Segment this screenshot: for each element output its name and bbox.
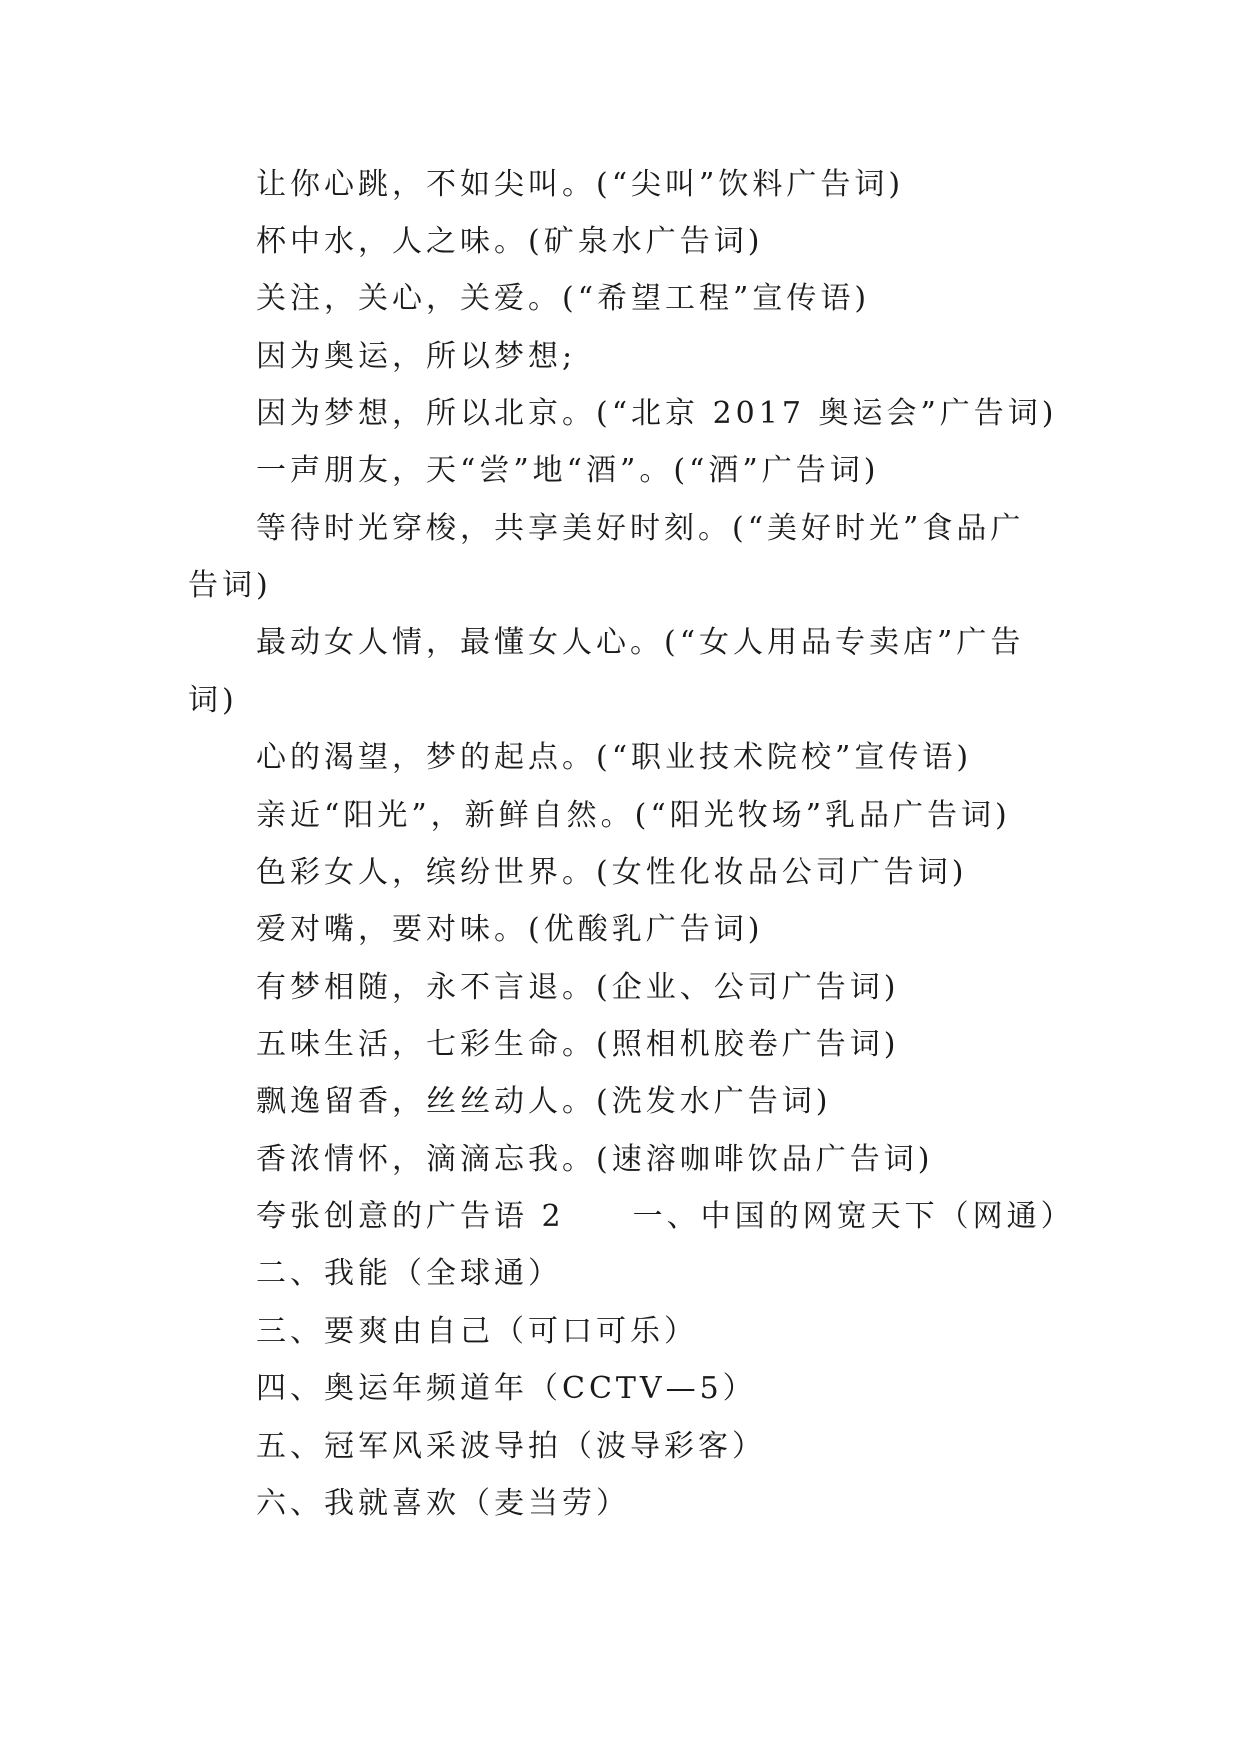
text-line: 香浓情怀，滴滴忘我。(速溶咖啡饮品广告词) — [256, 1142, 934, 1177]
text-line: 飘逸留香，丝丝动人。(洗发水广告词) — [256, 1084, 832, 1119]
text-line: 因为奥运，所以梦想; — [256, 339, 577, 374]
section-heading-line: 夸张创意的广告语 2 一、中国的网宽天下（网通） — [256, 1199, 1075, 1234]
text-line: 亲近“阳光”，新鲜自然。(“阳光牧场”乳品广告词) — [256, 798, 1011, 833]
text-line: 最动女人情，最懂女人心。(“女人用品专卖店”广告 — [256, 625, 1025, 660]
text-line: 四、奥运年频道年（CCTV—5） — [256, 1371, 757, 1406]
text-line: 关注，关心，关爱。(“希望工程”宣传语) — [256, 281, 871, 316]
text-line: 杯中水，人之味。(矿泉水广告词) — [256, 224, 764, 259]
text-line: 爱对嘴，要对味。(优酸乳广告词) — [256, 912, 764, 947]
text-line-continuation: 词) — [188, 683, 238, 718]
text-line: 六、我就喜欢（麦当劳） — [256, 1486, 630, 1521]
text-line: 色彩女人，缤纷世界。(女性化妆品公司广告词) — [256, 855, 968, 890]
text-line: 等待时光穿梭，共享美好时刻。(“美好时光”食品广 — [256, 511, 1025, 546]
text-line: 五味生活，七彩生命。(照相机胶卷广告词) — [256, 1027, 900, 1062]
text-line: 有梦相随，永不言退。(企业、公司广告词) — [256, 970, 900, 1005]
text-line: 二、我能（全球通） — [256, 1256, 562, 1291]
text-line: 心的渴望，梦的起点。(“职业技术院校”宣传语) — [256, 740, 973, 775]
text-line-continuation: 告词) — [188, 568, 272, 603]
text-line: 一声朋友，天“尝”地“酒”。(“酒”广告词) — [256, 453, 880, 488]
text-line: 三、要爽由自己（可口可乐） — [256, 1314, 698, 1349]
text-line: 因为梦想，所以北京。(“北京 2017 奥运会”广告词) — [256, 396, 1058, 431]
text-line: 让你心跳，不如尖叫。(“尖叫”饮料广告词) — [256, 167, 905, 202]
text-line: 五、冠军风采波导拍（波导彩客） — [256, 1429, 766, 1464]
